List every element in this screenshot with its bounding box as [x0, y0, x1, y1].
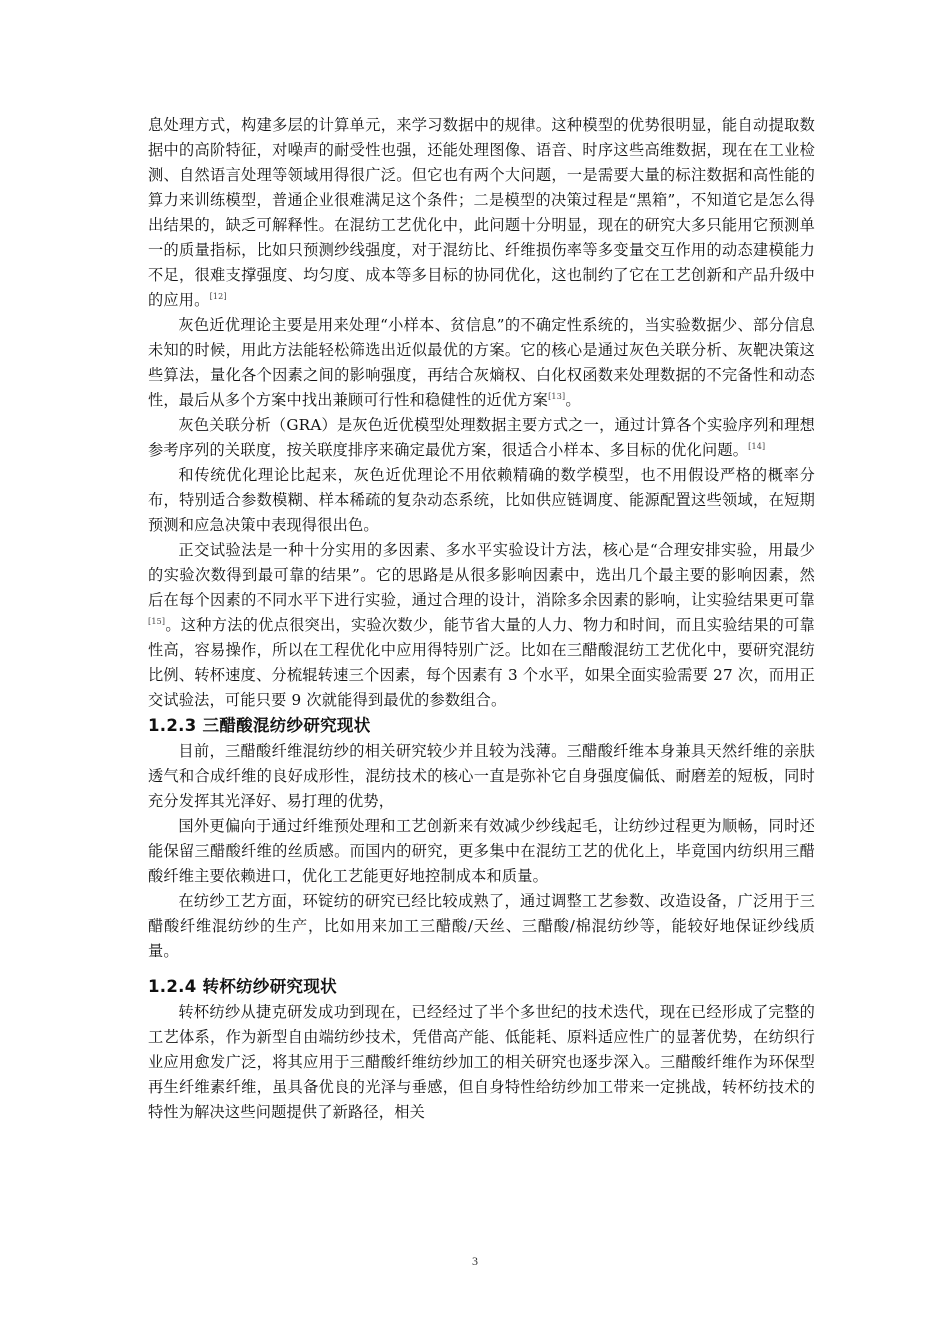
paragraph-text: 和传统优化理论比起来，灰色近优理论不用依赖精确的数学模型，也不用假设严格的概率分布，特别适合参数模糊、样本稀疏的复杂动态系统，比如供应链调度、能源配置这些领域，在短期预测和应急决策中表现得很出色。 [148, 466, 815, 534]
paragraph-text: 灰色关联分析（GRA）是灰色近优模型处理数据主要方式之一，通过计算各个实验序列和理想参考序列的关联度，按关联度排序来确定最优方案，很适合小样本、多目标的优化问题。 [148, 416, 815, 459]
citation-14: [14] [748, 442, 766, 451]
section-heading-1-2-4: 1.2.4 转杯纺纱研究现状 [148, 977, 337, 996]
paragraph-blended-yarn [148, 739, 815, 814]
paragraph-text: 国外更偏向于通过纤维预处理和工艺创新来有效减少纱线起毛，让纺纱过程更为顺畅，同时还能保留三醋酸纤维的丝质感。而国内的研究，更多集中在混纺工艺的优化上，毕竟国内纺织用三醋酸纤维主要依赖进口，优化工艺能更好地控制成本和质量。 [148, 817, 815, 885]
citation-12: [12] [209, 292, 227, 301]
paragraph-orthogonal [148, 538, 815, 713]
paragraph-tail: 。 [565, 391, 581, 409]
citation-13: [13] [548, 392, 566, 401]
paragraph-text: 灰色近优理论主要是用来处理“小样本、贫信息”的不确定性系统的，当实验数据少、部分信息未知的时候，用此方法能轻松筛选出近似最优的方案。它的核心是通过灰色关联分析、灰靶决策这些算法，量化各个因素之间的影响强度，再结合灰熵权、白化权函数来处理数据的不完备性和动态性，最后从多个方案中找出兼顾可行性和稳健性的近优方案 [148, 316, 815, 409]
paragraph-text: 在纺纱工艺方面，环锭纺的研究已经比较成熟了，通过调整工艺参数、改造设备，广泛用于三醋酸纤维混纺纱的生产，比如用来加工三醋酸/天丝、三醋酸/棉混纺纱等，能较好地保证纱线质量。 [148, 892, 815, 960]
paragraph-text: 转杯纺纱从捷克研发成功到现在，已经经过了半个多世纪的技术迭代，现在已经形成了完整的工艺体系，作为新型自由端纺纱技术，凭借高产能、低能耗、原料适应性广的显著优势，在纺织行业应用愈发广泛，将其应用于三醋酸纤维纺纱加工的相关研究也逐步深入。三醋酸纤维作为环保型再生纤维素纤维，虽具备优良的光泽与垂感，但自身特性给纺纱加工带来一定挑战，转杯纺技术的特性为解决这些问题提供了新路径，相关 [148, 1003, 815, 1121]
page-number: 3 [472, 1254, 478, 1268]
citation-15: [15] [148, 617, 166, 626]
paragraph-grey-theory [148, 313, 815, 413]
paragraph-ring-spinning [148, 889, 815, 964]
paragraph-comparison [148, 463, 815, 538]
paragraph-text: 正交试验法是一种十分实用的多因素、多水平实验设计方法，核心是“合理安排实验，用最少的实验次数得到最可靠的结果”。它的思路是从很多影响因素中，选出几个最主要的影响因素，然后在每个因素的不同水平下进行实验，通过合理的设计，消除多余因素的影响，让实验结果更可靠 [148, 541, 815, 609]
paragraph-text: 目前，三醋酸纤维混纺纱的相关研究较少并且较为浅薄。三醋酸纤维本身兼具天然纤维的亲肤透气和合成纤维的良好成形性，混纺技术的核心一直是弥补它自身强度偏低、耐磨差的短板，同时充分发挥其光泽好、易打理的优势， [148, 742, 815, 810]
paragraph-rotor-spinning [148, 1000, 815, 1125]
paragraph-text: 息处理方式，构建多层的计算单元，来学习数据中的规律。这种模型的优势很明显，能自动提取数据中的高阶特征，对噪声的耐受性也强，还能处理图像、语音、时序这些高维数据，现在在工业检测、自然语言处理等领域用得很广泛。但它也有两个大问题，一是需要大量的标注数据和高性能的算力来训练模型，普通企业很难满足这个条件；二是模型的决策过程是“黑箱”，不知道它是怎么得出结果的，缺乏可解释性。在混纺工艺优化中，此问题十分明显，现在的研究大多只能用它预测单一的质量指标，比如只预测纱线强度，对于混纺比、纤维损伤率等多变量交互作用的动态建模能力不足，很难支撑强度、均匀度、成本等多目标的协同优化，这也制约了它在工艺创新和产品升级中的应用。 [148, 116, 815, 309]
paragraph-foreign-domestic [148, 814, 815, 889]
body-text [148, 113, 815, 1125]
section-heading-1-2-3: 1.2.3 三醋酸混纺纱研究现状 [148, 716, 371, 735]
paragraph-deep-learning [148, 113, 815, 313]
paragraph-gra [148, 413, 815, 463]
paragraph-tail: 。这种方法的优点很突出，实验次数少，能节省大量的人力、物力和时间，而且实验结果的可靠性高，容易操作，所以在工程优化中应用得特别广泛。比如在三醋酸混纺工艺优化中，要研究混纺比例、转杯速度、分梳辊转速三个因素，每个因素有 3 个水平，如果全面实验需要 27 次，而用正交试验法，可能只要 9 次就能得到最优的参数组合。 [148, 616, 815, 709]
